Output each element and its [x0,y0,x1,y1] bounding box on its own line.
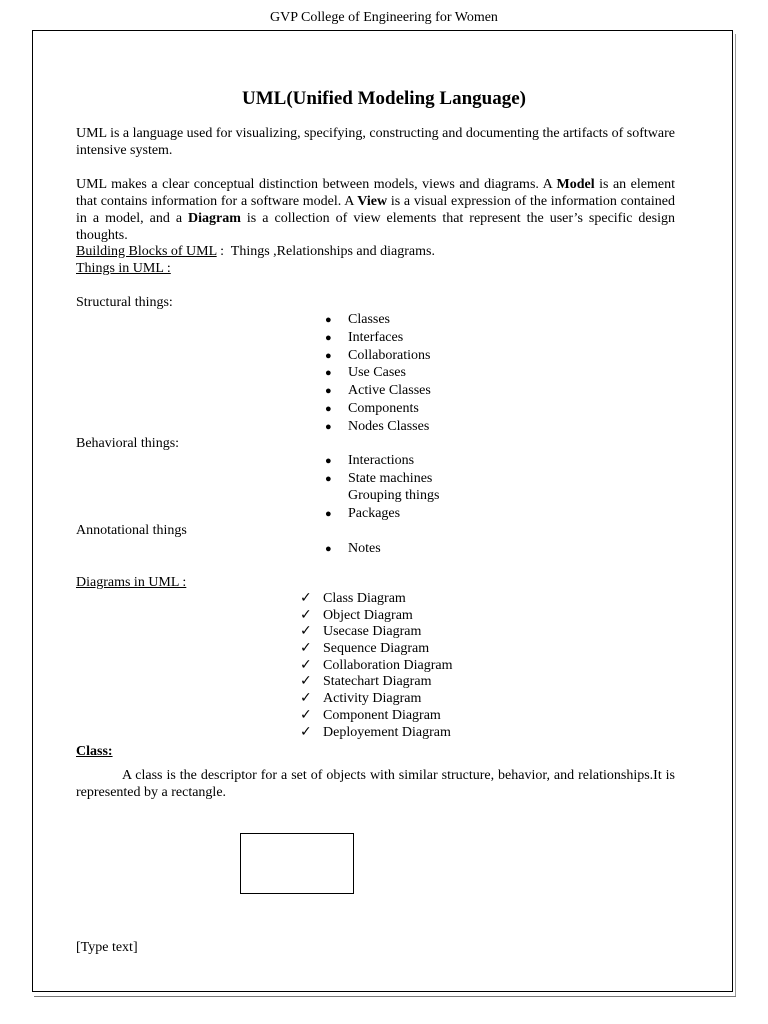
check-icon: ✓ [300,606,312,623]
check-icon: ✓ [300,673,312,690]
list-item: ● Active Classes [325,383,431,399]
check-icon: ✓ [300,723,312,740]
bullet-icon: ● [325,402,332,415]
things-heading: Things in UML : [76,261,171,276]
list-item: ✓ Usecase Diagram [300,623,422,640]
term-view: View [357,194,388,209]
check-icon: ✓ [300,706,312,723]
building-blocks-line [76,243,435,260]
page-border-shadow-bottom [34,996,736,997]
term-diagram: Diagram [188,211,241,226]
list-item: ✓ Class Diagram [300,590,406,606]
bullet-icon: ● [325,367,332,380]
building-blocks-label: Building Blocks of UML [76,244,217,259]
para-text: is an element that contains information for a software model. A [76,177,675,209]
class-heading: Class: [76,744,113,759]
class-description: A class is the descriptor for a set of objects with similar structure, behavior, and relationships.It is represented by a rectangle. [76,768,675,800]
annotational-list [325,540,381,558]
list-item: ● Use Cases [325,365,406,381]
list-item: ● Nodes Classes [325,418,430,434]
document-title: UML(Unified Modeling Language) [242,88,526,109]
check-icon: ✓ [300,640,312,657]
structural-label: Structural things: [76,295,173,310]
list-item: ● State machines [325,470,433,486]
behavioral-label: Behavioral things: [76,436,180,451]
bullet-icon: ● [325,331,332,344]
para-text: UML makes a clear conceptual distinction between models, views and diagrams. A [76,177,557,192]
building-blocks-separator: : [216,244,231,259]
list-item: ● Packages [325,506,401,521]
list-item: ● Interfaces [325,329,404,345]
list-item: ● Components [325,400,419,416]
bullet-icon: ● [325,349,332,362]
intro-paragraph: UML is a language used for visualizing, specifying, constructing and documenting the artifacts of software intensive system. [76,126,675,158]
diagrams-list [300,590,453,740]
bullet-icon: ● [325,314,332,326]
check-icon: ✓ [300,623,312,640]
list-item: ● Interactions [325,453,415,468]
list-item: ✓ Collaboration Diagram [300,656,453,673]
list-item: ✓ Statechart Diagram [300,673,432,690]
page-border-shadow-right [735,34,736,996]
models-views-paragraph [76,176,675,244]
check-icon: ✓ [300,690,312,707]
para-text: is a visual expression of the information contained in a model, and a [76,194,676,226]
check-icon: ✓ [300,656,312,673]
behavioral-list [325,452,433,488]
grouping-label: Grouping things [348,488,440,503]
list-item: ✓ Object Diagram [300,606,413,623]
class-rectangle-figure [240,833,354,894]
list-item: ● Collaborations [325,347,431,363]
term-model: Model [556,177,595,192]
check-icon: ✓ [300,590,312,606]
structural-list [325,311,431,436]
building-blocks-text: Things ,Relationships and diagrams. [230,244,435,259]
list-item: ✓ Deployement Diagram [300,723,451,740]
bullet-icon: ● [325,385,332,398]
bullet-icon: ● [325,508,332,520]
diagrams-heading: Diagrams in UML : [76,575,187,590]
grouping-list [325,505,401,523]
annotational-label: Annotational things [76,523,187,538]
page-header: GVP College of Engineering for Women [270,10,498,25]
para-text: is a collection of view elements that represent the user’s specific design thoughts. [76,211,675,243]
list-item: ✓ Activity Diagram [300,690,422,707]
footer-placeholder: [Type text] [76,940,138,955]
bullet-icon: ● [325,455,332,467]
bullet-icon: ● [325,543,332,555]
bullet-icon: ● [325,420,332,433]
list-item: ✓ Component Diagram [300,706,441,723]
bullet-icon: ● [325,472,332,485]
list-item: ● Classes [325,312,390,327]
list-item: ● Notes [325,541,381,556]
list-item: ✓ Sequence Diagram [300,640,430,657]
